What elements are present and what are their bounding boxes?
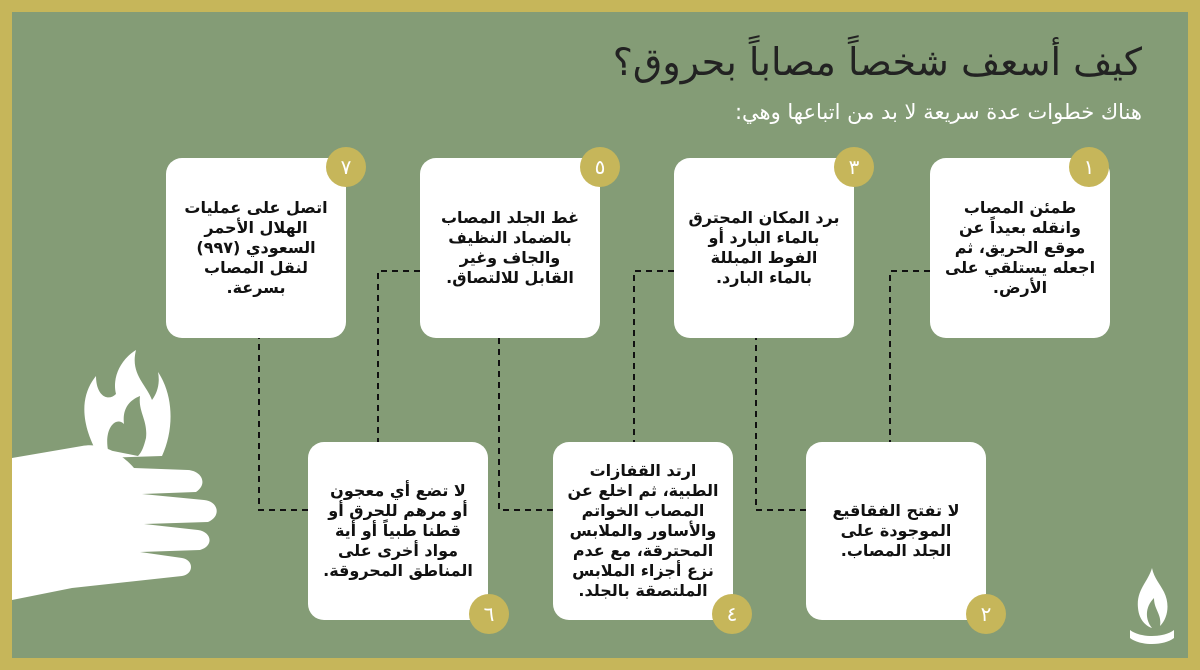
step-card-5 — [420, 158, 600, 338]
step-number-badge-2: ٢ — [966, 594, 1006, 634]
step-text-5: غط الجلد المصاب بالضماد النظيف والجاف وغير القابل للالتصاق. — [440, 208, 580, 287]
connector-3-4 — [634, 271, 674, 442]
step-text-4: ارتد القفازات الطبية، ثم اخلع عن المصاب الخواتم والأساور والملابس المحترقة، مع عدم نزع أجزاء الملابس الملتصقة بالجلد. — [567, 461, 719, 600]
step-card-2 — [806, 442, 986, 620]
connector-1-2 — [890, 271, 930, 442]
step-card-3 — [674, 158, 854, 338]
hand-icon — [12, 445, 217, 600]
step-card-4 — [553, 442, 733, 620]
burned-hand-illustration — [12, 338, 242, 658]
step-number-badge-6: ٦ — [469, 594, 509, 634]
brand-logo-icon — [1124, 568, 1180, 652]
step-card-6 — [308, 442, 488, 620]
step-number-badge-4: ٤ — [712, 594, 752, 634]
step-text-1: طمئن المصاب وانقله بعيداً عن موقع الحريق، ثم اجعله يستلقي على الأرض. — [944, 198, 1096, 297]
connector-5-6 — [378, 271, 420, 442]
step-number-badge-7: ٧ — [326, 147, 366, 187]
step-text-6: لا تضع أي معجون أو مرهم للحرق أو قطنا طبياً أو أية مواد أخرى على المناطق المحروقة. — [323, 481, 473, 580]
connector-4-5 — [499, 337, 553, 510]
step-card-7 — [166, 158, 346, 338]
step-text-2: لا تفتح الفقاقيع الموجودة على الجلد المصاب. — [832, 501, 960, 560]
step-text-7: اتصل على عمليات الهلال الأحمر السعودي (٩٩٧) لنقل المصاب بسرعة. — [184, 198, 328, 297]
infographic — [12, 12, 1188, 658]
connector-2-3 — [756, 337, 806, 510]
page-subtitle: هناك خطوات عدة سريعة لا بد من اتباعها وهي: — [734, 100, 1142, 124]
step-number-badge-3: ٣ — [834, 147, 874, 187]
connector-6-7 — [259, 337, 308, 510]
step-text-3: برد المكان المحترق بالماء البارد أو الفوط المبللة بالماء البارد. — [688, 208, 840, 287]
step-number-badge-1: ١ — [1069, 147, 1109, 187]
page-title: كيف أسعف شخصاً مصاباً بحروق؟ — [612, 40, 1142, 84]
step-number-badge-5: ٥ — [580, 147, 620, 187]
